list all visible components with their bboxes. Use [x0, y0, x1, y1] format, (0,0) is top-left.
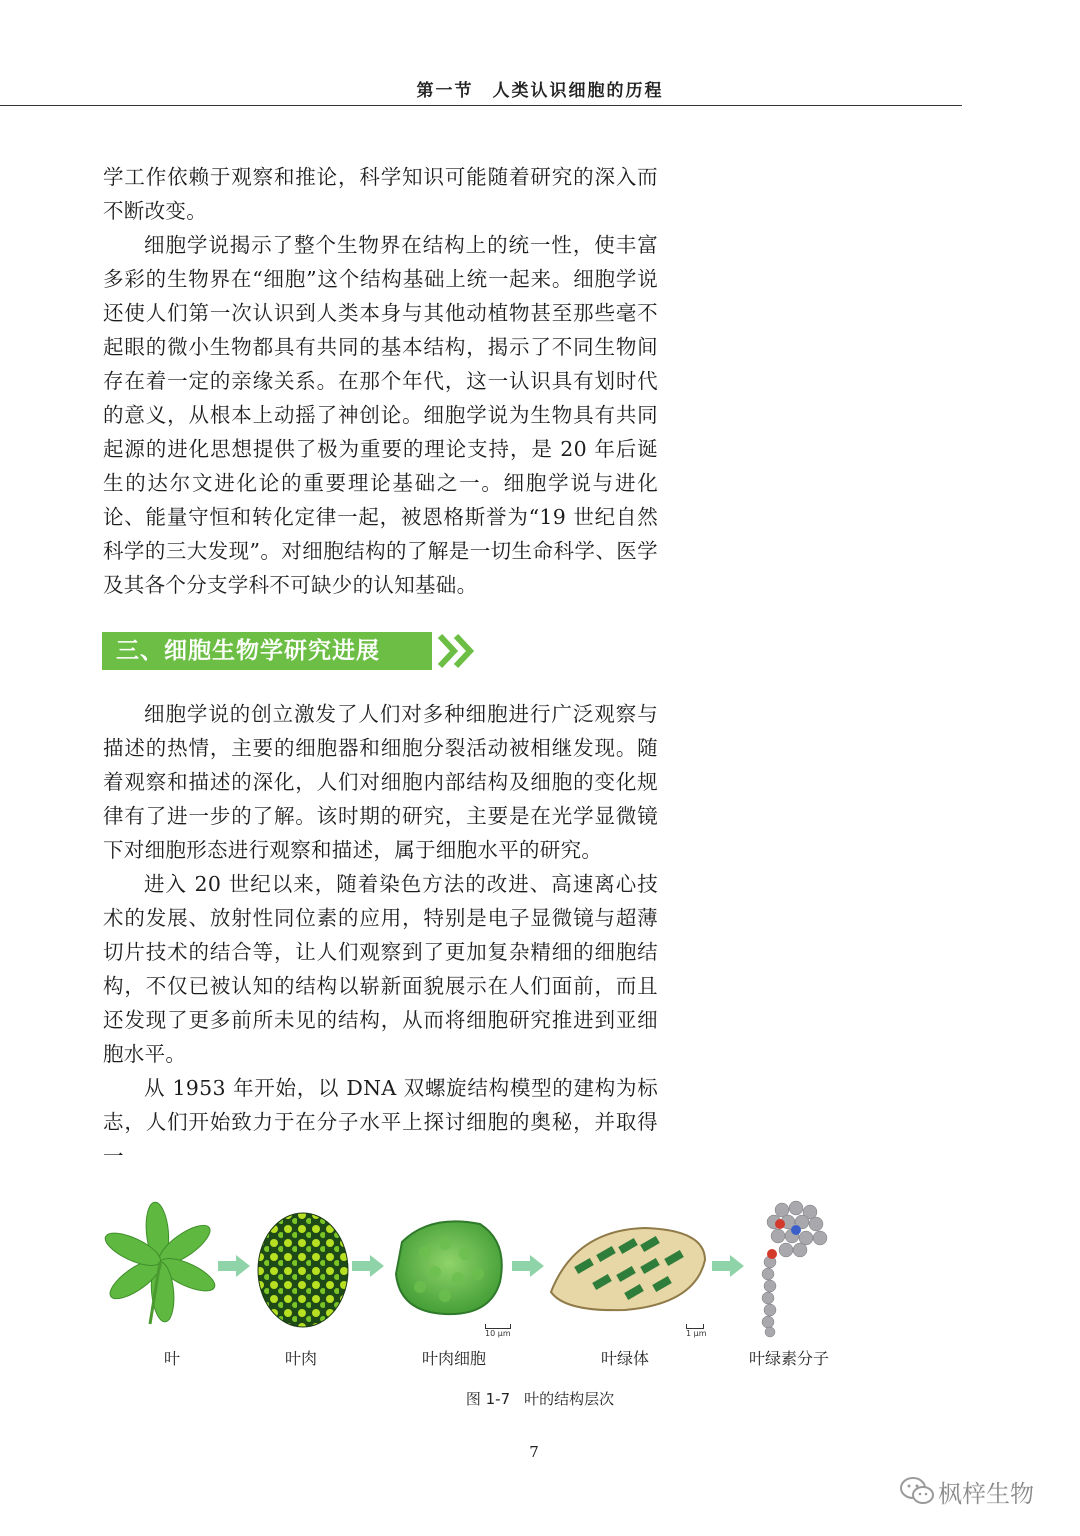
scale-bar: [485, 1324, 511, 1338]
wechat-icon: [900, 1476, 934, 1506]
text-block-bottom: [103, 697, 658, 1173]
watermark-text: 枫梓生物: [938, 1480, 1034, 1508]
watermark: [900, 1470, 1060, 1510]
figure-label-leaf: 叶: [163, 1349, 180, 1368]
chlorophyll-molecule-image: [752, 1198, 832, 1338]
arrow-right-icon: [712, 1255, 744, 1277]
leaf-image: [100, 1200, 220, 1330]
text-block-top: [103, 160, 658, 602]
figure-caption-number: 图 1-7: [465, 1390, 511, 1408]
paragraph: 学工作依赖于观察和推论，科学知识可能随着研究的深入而不断改变。: [103, 165, 658, 223]
mesophyll-image: [255, 1210, 351, 1330]
mesophyll-cell-image: [390, 1212, 510, 1322]
chloroplast-image: [545, 1222, 710, 1314]
figure-label-chloroplast: 叶绿体: [600, 1349, 649, 1368]
paragraph: 细胞学说揭示了整个生物界在结构上的统一性，使丰富多彩的生物界在“细胞”这个结构基础上统一起来。细胞学说还使人们第一次认识到人类本身与其他动植物甚至那些毫不起眼的微小生物都具有共同的基本结构，揭示了不同生物间存在着一定的亲缘关系。在那个年代，这一认识具有划时代的意义，从根本上动摇了神创论。细胞学说为生物具有共同起源的进化思想提供了极为重要的理论支持，是 20 年后诞生的达尔文进化论的重要理论基础之一。细胞学说与进化论、能量守恒和转化定律一起，被恩格斯誉为“19 世纪自然科学的三大发现”。对细胞结构的了解是一切生命科学、医学及其各个分支学科不可缺少的认知基础。: [103, 233, 658, 597]
figure-caption-text: 叶的结构层次: [524, 1390, 615, 1408]
running-header-title: 第一节 人类认识细胞的历程: [416, 81, 664, 101]
arrow-right-icon: [218, 1255, 250, 1277]
double-chevron-icon: [436, 632, 480, 670]
scale-bar: [686, 1324, 707, 1338]
paragraph: 细胞学说的创立激发了人们对多种细胞进行广泛观察与描述的热情，主要的细胞器和细胞分裂活动被相继发现。随着观察和描述的深化，人们对细胞内部结构及细胞的变化规律有了进一步的了解。该时期的研究，主要是在光学显微镜下对细胞形态进行观察和描述，属于细胞水平的研究。: [103, 702, 658, 862]
figure-label-mesophyll: 叶肉: [284, 1349, 317, 1368]
arrow-right-icon: [512, 1255, 544, 1277]
figure-caption: [0, 1388, 1080, 1409]
paragraph: 进入 20 世纪以来，随着染色方法的改进、高速离心技术的发展、放射性同位素的应用，特别是电子显微镜与超薄切片技术的结合等，让人们观察到了更加复杂精细的细胞结构，不仅已被认知的结构以崭新面貌展示在人们面前，而且还发现了更多前所未见的结构，从而将细胞研究推进到亚细胞水平。: [103, 872, 658, 1066]
scale-bar-label: 1 μm: [686, 1329, 707, 1338]
paragraph: 从 1953 年开始，以 DNA 双螺旋结构模型的建构为标志，人们开始致力于在分子水平上探讨细胞的奥秘，并取得一: [103, 1076, 658, 1168]
header-rule: [0, 105, 962, 106]
figure-label-chlorophyll-molecule: 叶绿素分子: [748, 1349, 829, 1368]
section-heading: 三、细胞生物学研究进展: [102, 632, 432, 670]
figure-label-mesophyll-cell: 叶肉细胞: [421, 1349, 486, 1368]
page-number: 7: [529, 1443, 539, 1461]
arrow-right-icon: [352, 1255, 384, 1277]
scale-bar-label: 10 μm: [485, 1329, 511, 1338]
